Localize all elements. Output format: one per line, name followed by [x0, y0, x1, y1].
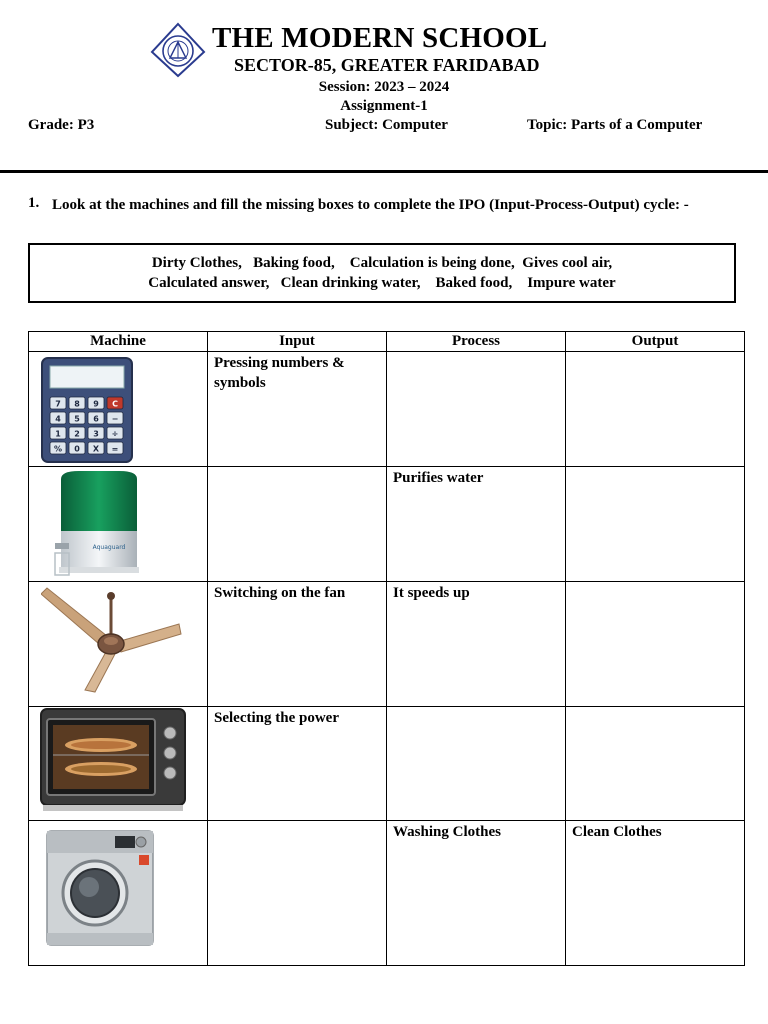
calculator-key-label: 0 — [74, 444, 80, 454]
calculator-key-label: ÷ — [111, 429, 119, 439]
session-label: Session: 2023 – 2024 — [318, 79, 450, 95]
header-output: Output — [566, 332, 745, 352]
school-logo — [148, 22, 208, 78]
process-cell[interactable] — [387, 707, 566, 821]
header-machine: Machine — [29, 332, 208, 352]
calculator-key-label: 1 — [55, 429, 61, 439]
machine-cell — [29, 352, 208, 467]
machine-cell — [29, 467, 208, 582]
table-row — [29, 352, 745, 467]
question-text: Look at the machines and fill the missing boxes to complete the IPO (Input-Process-Output) cycle: - — [52, 197, 689, 213]
topic-label: Topic: Parts of a Computer — [527, 117, 703, 133]
word-bank-line: Calculated answer, Clean drinking water, Baked food, Impure water — [148, 275, 616, 291]
calculator-key-label: % — [53, 444, 63, 454]
process-text: It speeds up — [393, 585, 470, 601]
input-text: Pressing numbers & symbols — [214, 355, 345, 391]
input-text: Switching on the fan — [214, 585, 346, 601]
calculator-key-label: 6 — [93, 414, 99, 424]
word-bank-box — [28, 243, 736, 303]
table-row — [29, 582, 745, 707]
ceiling-fan-icon — [41, 584, 183, 694]
calculator-key-label: − — [111, 414, 119, 424]
output-cell[interactable] — [566, 352, 745, 467]
input-cell[interactable] — [208, 582, 387, 707]
calculator-key-label: 4 — [55, 414, 61, 424]
process-cell[interactable] — [387, 821, 566, 966]
school-name: THE MODERN SCHOOL — [212, 22, 548, 54]
output-cell[interactable] — [566, 707, 745, 821]
output-text: Clean Clothes — [572, 824, 662, 840]
process-text: Purifies water — [393, 470, 484, 486]
process-cell[interactable] — [387, 467, 566, 582]
calculator-key-label: = — [111, 444, 119, 454]
output-cell[interactable] — [566, 467, 745, 582]
process-text — [387, 352, 565, 353]
header-process: Process — [387, 332, 566, 352]
calculator-key-label: 3 — [93, 429, 99, 439]
process-cell[interactable] — [387, 582, 566, 707]
oven-icon — [39, 707, 189, 817]
input-text — [208, 821, 386, 822]
calculator-key-label: 9 — [93, 399, 99, 409]
input-cell[interactable] — [208, 821, 387, 966]
question-number: 1. — [28, 195, 40, 211]
water-purifier-icon — [49, 469, 145, 579]
school-address: SECTOR-85, GREATER FARIDABAD — [234, 55, 540, 75]
output-text — [566, 467, 744, 468]
calculator-icon — [41, 357, 133, 463]
table-row — [29, 467, 745, 582]
input-text: Selecting the power — [214, 710, 339, 726]
calculator-key-label: X — [92, 444, 100, 454]
table-header-row — [29, 332, 745, 352]
output-text — [566, 352, 744, 353]
output-text — [566, 707, 744, 708]
word-bank-line: Dirty Clothes, Baking food, Calculation is being done, Gives cool air, — [151, 255, 613, 271]
calculator-key-label: 2 — [74, 429, 80, 439]
process-cell[interactable] — [387, 352, 566, 467]
ipo-table — [28, 331, 745, 966]
subject-label: Subject: Computer — [325, 117, 448, 133]
calculator-key-label: 5 — [74, 414, 80, 424]
table-row — [29, 821, 745, 966]
output-text — [566, 582, 744, 583]
process-text: Washing Clothes — [393, 824, 501, 840]
assignment-label: Assignment-1 — [340, 98, 428, 114]
input-cell[interactable] — [208, 467, 387, 582]
input-cell[interactable] — [208, 707, 387, 821]
machine-cell — [29, 707, 208, 821]
machine-cell — [29, 582, 208, 707]
output-cell[interactable] — [566, 821, 745, 966]
washing-machine-icon — [45, 829, 155, 947]
calculator-key-label: C — [112, 399, 118, 409]
input-text — [208, 467, 386, 468]
input-cell[interactable] — [208, 352, 387, 467]
calculator-key-label: 7 — [55, 399, 61, 409]
grade-label: Grade: P3 — [28, 117, 95, 133]
brand-text: Aquaguard — [92, 544, 126, 551]
process-text — [387, 707, 565, 708]
header-divider — [0, 170, 768, 173]
output-cell[interactable] — [566, 582, 745, 707]
machine-cell — [29, 821, 208, 966]
calculator-key-label: 8 — [74, 399, 80, 409]
table-row — [29, 707, 745, 821]
header-input: Input — [208, 332, 387, 352]
